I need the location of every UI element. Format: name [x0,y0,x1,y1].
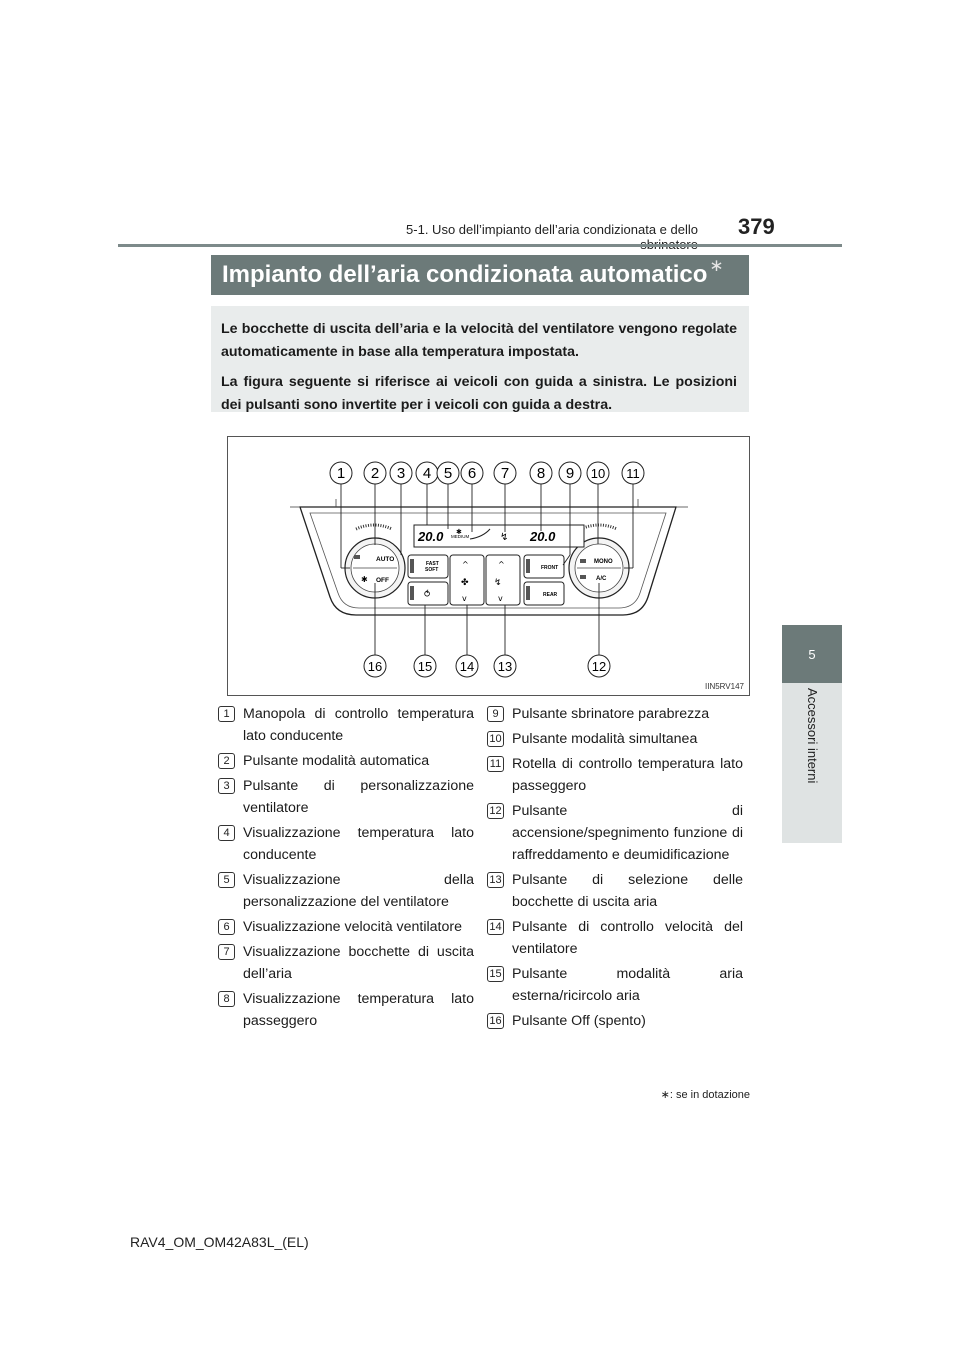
legend-item [487,800,743,866]
soft-label: SOFT [425,567,439,573]
page-title-text: Impianto dell’aria condizionata automatico [222,261,708,288]
callouts-bottom [364,655,610,677]
legend-item [487,703,743,725]
fan-icon: ✤ [461,578,469,588]
legend-item [487,728,743,750]
legend-text: Visualizzazione della personalizzazione del ventilatore [243,872,474,910]
mode-down-icon: v [498,594,503,603]
intro-box [211,306,749,412]
legend-number: 9 [487,706,504,722]
legend-number: 6 [218,919,235,935]
legend-text: Pulsante di controllo velocità del ventilatore [512,919,743,957]
legend-item [218,869,474,913]
callout-marker [364,655,386,677]
callout-number: 9 [565,465,575,482]
header-divider [118,244,842,247]
fan-mode-display: MEDIUM [451,534,470,539]
legend-number: 4 [218,825,235,841]
legend-item [487,753,743,797]
callout-number: 3 [396,465,406,482]
fan-speed-display-icon: ✱ [456,528,462,536]
callout-marker [587,462,609,484]
callout-number: 4 [422,465,432,482]
callout-marker [437,462,459,484]
callout-marker [461,462,483,484]
mode-up-icon: ^ [498,560,505,569]
legend-number: 12 [487,803,504,819]
legend-text: Manopola di controllo temperatura lato conducente [243,706,474,744]
optional-marker: ∗ [709,256,724,275]
legend-text: Visualizzazione temperatura lato conducente [243,825,474,863]
legend-item [218,822,474,866]
legend-number: 11 [487,756,504,772]
callout-number: 7 [500,465,510,482]
mono-label: MONO [594,559,613,565]
callout-marker [414,655,436,677]
legend-item [218,941,474,985]
page-title [211,255,749,295]
legend-right-column [487,703,743,1035]
intro-paragraph-1: Le bocchette di uscita dell’aria e la velocità del ventilatore vengono regolate automaticamente in base alla temperatura impostata. [221,321,737,360]
callout-marker [456,655,478,677]
driver-temp-display: 20.0 [418,529,444,544]
figure-code: IIN5RV147 [705,682,744,691]
callout-marker [494,655,516,677]
legend-number: 13 [487,872,504,888]
legend-text: Pulsante di accensione/spegnimento funzione di raffreddamento e deumidificazione [512,803,743,863]
legend-number: 2 [218,753,235,769]
callout-marker [494,462,516,484]
legend-text: Pulsante di personalizzazione ventilatore [243,778,474,816]
front-label: FRONT [541,565,559,571]
fan-off-icon: ✱ [361,575,368,584]
passenger-temp-display: 20.0 [530,529,556,544]
legend-text: Visualizzazione velocità ventilatore [243,919,462,935]
legend-item [218,750,474,772]
callout-marker [330,462,352,484]
callout-number: 11 [626,466,640,481]
callout-number: 6 [467,465,477,482]
legend-item [487,916,743,960]
callout-number: 15 [417,659,433,674]
legend-item [218,775,474,819]
callout-marker [588,655,610,677]
legend-number: 7 [218,944,235,960]
callout-marker [622,462,644,484]
fan-down-icon: v [462,594,467,603]
rear-label: REAR [543,592,558,598]
legend-number: 8 [218,991,235,1007]
legend-text: Pulsante modalità automatica [243,753,430,769]
callout-marker [559,462,581,484]
callouts-top [330,462,644,484]
recirculation-icon: ⥀ [424,590,431,600]
chapter-tab [782,625,842,683]
legend-text: Pulsante modalità aria esterna/ricircolo aria [512,966,743,1004]
page-number: 379 [738,214,775,239]
legend-number: 10 [487,731,504,747]
legend-number: 16 [487,1013,504,1029]
ac-label: A/C [596,576,607,582]
legend-text: Pulsante sbrinatore parabrezza [512,706,710,722]
legend-number: 1 [218,706,235,722]
control-panel-illustration [228,437,749,695]
legend-item [487,1010,743,1032]
footnote: ∗: se in dotazione [660,1089,750,1101]
intro-paragraph-2: La figura seguente si riferisce ai veicoli con guida a sinistra. Le posizioni dei pulsanti sono invertite per i veicoli con guida a destra. [221,374,737,413]
legend-left-column [218,703,474,1035]
control-panel-figure [227,436,750,696]
legend-text: Rotella di controllo temperatura lato passeggero [512,756,743,794]
callout-marker [364,462,386,484]
callout-number: 1 [336,465,346,482]
callout-number: 12 [591,659,607,674]
fast-label: FAST [426,561,439,567]
airflow-mode-icon: ↯ [494,578,502,588]
legend-item [487,963,743,1007]
off-label: OFF [376,577,389,584]
callout-number: 16 [367,659,383,674]
callout-number: 14 [459,659,475,674]
legend-number: 15 [487,966,504,982]
airflow-display-icon: ↯ [500,532,509,543]
legend-item [487,869,743,913]
legend-number: 3 [218,778,235,794]
legend-item [218,703,474,747]
callout-number: 2 [370,465,380,482]
fan-up-icon: ^ [462,560,469,569]
chapter-title: Accessori interni [805,688,820,784]
legend-text: Pulsante modalità simultanea [512,731,698,747]
callout-marker [390,462,412,484]
section-header: 5-1. Uso dell’impianto dell’aria condizionata e dello [406,222,698,237]
callout-number: 13 [497,659,513,674]
callout-number: 5 [443,465,453,482]
auto-label: AUTO [376,556,395,563]
legend-item [218,916,474,938]
legend-text: Pulsante Off (spento) [512,1013,646,1029]
legend-text: Visualizzazione temperatura lato passeggero [243,991,474,1029]
legend-text: Pulsante di selezione delle bocchette di uscita aria [512,872,743,910]
legend-item [218,988,474,1032]
callout-marker [530,462,552,484]
legend-text: Visualizzazione bocchette di uscita dell’aria [243,944,474,982]
legend-number: 5 [218,872,235,888]
document-code: RAV4_OM_OM42A83L_(EL) [130,1234,309,1250]
legend-number: 14 [487,919,504,935]
callout-number: 8 [536,465,546,482]
callout-marker [416,462,438,484]
chapter-number: 5 [808,646,816,662]
callout-number: 10 [590,466,606,481]
